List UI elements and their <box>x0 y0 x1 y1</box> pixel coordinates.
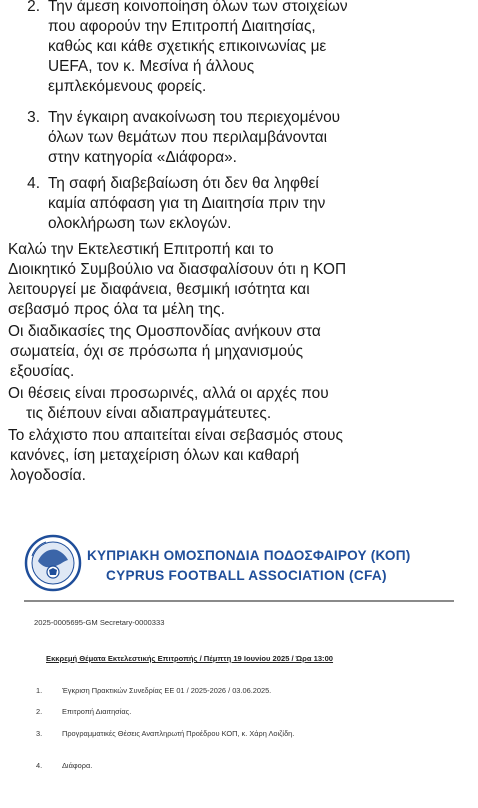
paragraph-minimum <box>8 426 474 486</box>
agenda-item-number: 4. <box>36 761 43 770</box>
text-line: Την έγκαιρη ανακοίνωση του περιεχομένου <box>48 109 341 126</box>
list-item-number: 3. <box>27 109 40 126</box>
cfa-crest-icon <box>24 534 82 592</box>
text-line: καμία απόφαση για τη Διαιτησία πριν την <box>48 195 326 212</box>
paragraph-transparency <box>8 240 474 320</box>
text-line: σωματεία, όχι σε πρόσωπα ή μηχανισμούς <box>10 343 304 360</box>
agenda-item-text: Επιτροπή Διαιτησίας. <box>62 707 132 716</box>
text-line: κανόνες, ίση μεταχείριση όλων και καθαρή <box>10 447 300 464</box>
text-line: λογοδοσία. <box>10 467 86 484</box>
agenda-item-text: Έγκριση Πρακτικών Συνεδρίας ΕΕ 01 / 2025-2026 / 03.06.2025. <box>62 686 272 695</box>
text-line: Το ελάχιστο που απαιτείται είναι σεβασμός στους <box>8 427 343 444</box>
list-item-text <box>48 174 478 234</box>
text-line: τις διέπουν είναι αδιαπραγμάτευτες. <box>26 405 272 422</box>
text-line: εμπλεκόμενους φορείς. <box>48 78 207 95</box>
list-item-number: 2. <box>27 0 40 15</box>
list-item-number: 4. <box>27 175 40 192</box>
list-item-text <box>48 0 478 97</box>
text-line: Καλώ την Εκτελεστική Επιτροπή και το <box>8 241 274 258</box>
text-line: εξουσίας. <box>10 363 75 380</box>
text-line: που αφορούν την Επιτροπή Διαιτησίας, <box>48 18 316 35</box>
text-line: Την άμεση κοινοποίηση όλων των στοιχείων <box>48 0 348 15</box>
text-line: λειτουργεί με διαφάνεια, θεσμική ισότητα και <box>8 281 310 298</box>
text-line: Διοικητικό Συμβούλιο να διασφαλίσουν ότι η ΚΟΠ <box>8 261 347 278</box>
text-line: ολοκλήρωση των εκλογών. <box>48 215 232 232</box>
agenda-item-number: 1. <box>36 686 43 695</box>
document-reference: 2025-0005695-GM Secretary-0000333 <box>34 618 165 627</box>
text-line: στην κατηγορία «Διάφορα». <box>48 149 237 166</box>
letterhead-divider <box>24 600 454 602</box>
list-item-text <box>48 108 478 168</box>
agenda-title: Εκκρεμή Θέματα Εκτελεστικής Επιτροπής / Πέμπτη 19 Ιουνίου 2025 / Ώρα 13:00 <box>46 654 334 663</box>
paragraph-procedures <box>8 322 474 382</box>
agenda-item-text: Διάφορα. <box>62 761 93 770</box>
org-name-greek: ΚΥΠΡΙΑΚΗ ΟΜΟΣΠΟΝΔΙΑ ΠΟΔΟΣΦΑΙΡΟΥ (ΚΟΠ) <box>87 548 411 563</box>
text-line: όλων των θεμάτων που περιλαμβάνονται <box>48 129 328 146</box>
text-line: Οι θέσεις είναι προσωρινές, αλλά οι αρχές που <box>8 385 329 402</box>
text-line: Τη σαφή διαβεβαίωση ότι δεν θα ληφθεί <box>48 175 319 192</box>
text-line: Οι διαδικασίες της Ομοσπονδίας ανήκουν στα <box>8 323 321 340</box>
agenda-item-number: 2. <box>36 707 43 716</box>
org-name-english: CYPRUS FOOTBALL ASSOCIATION (CFA) <box>106 568 387 583</box>
agenda-item-text: Προγραμματικές Θέσεις Αναπληρωτή Προέδρου ΚΟΠ, κ. Χάρη Λοιζίδη. <box>62 729 295 738</box>
text-line: UEFA, τον κ. Μεσίνα ή άλλους <box>48 58 255 75</box>
agenda-item-number: 3. <box>36 729 43 738</box>
paragraph-positions <box>8 384 474 424</box>
text-line: σεβασμό προς όλα τα μέλη της. <box>8 301 225 318</box>
text-line: καθώς και κάθε σχετικής επικοινωνίας με <box>48 38 327 55</box>
